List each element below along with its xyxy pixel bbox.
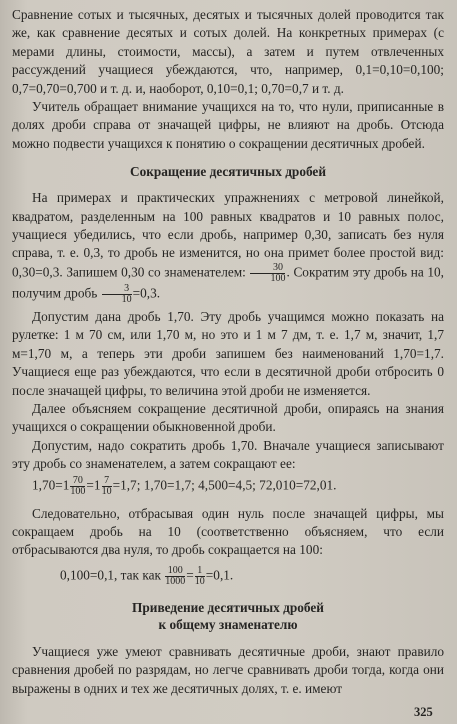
formula-part: 1,70=1 bbox=[32, 477, 70, 493]
formula-part: =1 bbox=[86, 477, 101, 493]
section-heading: Сокращение десятичных дробей bbox=[129, 164, 327, 180]
formula-part: =0,1. bbox=[205, 567, 234, 583]
section-heading: к общему знаменателю bbox=[158, 616, 298, 632]
fraction-numerator: 7 bbox=[102, 476, 112, 487]
paragraph: Сравнение сотых и тысячных, десятых и тысячных долей проводится так же, как сравнение десятых и сотых долей. На конкретных примерах (с мерами длины, стоимости, массы), а затем и путем отвлеченных рассуждений учащиеся убеждаются, что, например, 0,1=0,10=0,100; 0,7=0,70=0,700 и т. д. и, наоборот, 0,10=0,1; 0,70=0,7 и т. д. bbox=[12, 7, 444, 96]
text-run: . Сократим эту дробь на 10, получим дробь bbox=[12, 264, 444, 301]
paragraph: Следовательно, отбрасывая один нуль после значащей цифры, мы сокращаем дробь на 10 (соответственно объясняем, что если отбрасываются два нуля, то дробь сокращается на 100: bbox=[12, 505, 444, 558]
fraction-denominator: 1000 bbox=[165, 575, 186, 587]
fraction bbox=[102, 476, 112, 497]
paragraph: Далее объясняем сокращение десятичной дроби, опираясь на знания учащихся о сокращении обыкновенной дроби. bbox=[12, 400, 444, 435]
fraction-numerator: 1 bbox=[195, 566, 205, 577]
fraction bbox=[195, 566, 205, 587]
fraction-denominator: 100 bbox=[70, 485, 86, 497]
fraction-denominator: 10 bbox=[101, 485, 112, 497]
formula bbox=[12, 476, 444, 497]
page-number: 325 bbox=[414, 705, 433, 719]
fraction bbox=[70, 476, 85, 497]
text-run: На примерах и практических упражнениях с метровой линейкой, квадратом, разделенным на 100 равных квадратов и 10 равных полос, учащиеся убедились, что если дробь, например 0,30, записать без нуля справа, т. е. 0,3, то дробь не изменится, но она примет более простой вид: 0,30=0,3. Запишем 0,30 со знаменателем: bbox=[12, 190, 444, 280]
paragraph: Допустим дана дробь 1,70. Эту дробь учащимся можно показать на рулетке: 1 м 70 см, или 1,70 м, но это и 1 м 7 дм, т. е. 1,7 м, значит, 1,7 м=1,70 м, а теперь эти дроби запишем без наименований 1,70=1,7. Учащиеся еще раз убеждаются, что если в десятичной дроби отбросить 0 после значащей цифры, то величина этой дроби не изменяется. bbox=[12, 308, 444, 398]
formula-part: =1,7; 1,70=1,7; 4,500=4,5; 72,010=72,01. bbox=[112, 477, 337, 493]
fraction-denominator: 10 bbox=[194, 575, 205, 587]
page-content bbox=[12, 6, 444, 698]
section-heading: Приведение десятичных дробей bbox=[132, 599, 324, 615]
paragraph bbox=[12, 189, 444, 305]
paragraph: Учитель обращает внимание учащихся на то, что нули, приписанные в долях дроби справа от значащей цифры, не влияют на дробь. Отсюда можно подвести учащихся к понятию о сокращении десятичных дробей. bbox=[12, 99, 444, 151]
formula-part: 0,100=0,1, так как bbox=[60, 567, 165, 583]
paragraph: Допустим, надо сократить дробь 1,70. Вначале учащиеся записывают эту дробь со знаменателем, а затем сокращают ее: bbox=[12, 437, 444, 472]
fraction-numerator: 70 bbox=[70, 476, 85, 487]
paragraph: Учащиеся уже умеют сравнивать десятичные дроби, знают правило сравнения дробей по разрядам, но легче сравнивать дроби тогда, когда они выражены в одних и тех же десятичных долях, т. е. имеют bbox=[12, 643, 444, 696]
formula bbox=[12, 566, 444, 587]
fraction-denominator: 100 bbox=[270, 272, 286, 284]
formula-part: = bbox=[186, 567, 194, 583]
fraction bbox=[250, 263, 285, 284]
fraction-numerator: 3 bbox=[102, 284, 132, 295]
fraction bbox=[102, 284, 132, 305]
fraction bbox=[165, 566, 185, 587]
fraction-numerator: 100 bbox=[165, 566, 185, 577]
fraction-numerator: 30 bbox=[250, 263, 285, 274]
fraction-denominator: 10 bbox=[121, 293, 132, 305]
text-run: =0,3. bbox=[132, 285, 161, 301]
